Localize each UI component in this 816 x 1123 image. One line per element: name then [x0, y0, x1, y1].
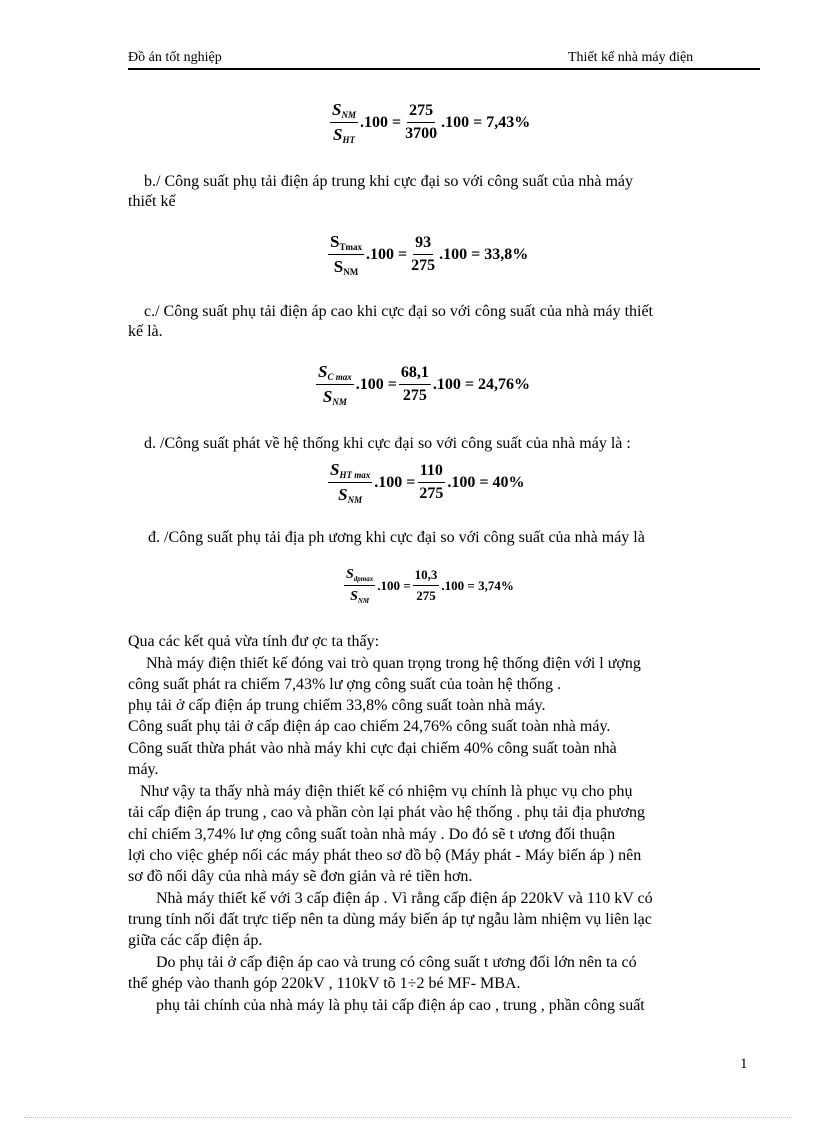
- text-line-4: phụ tải ở cấp điện áp trung chiếm 33,8% công suất toàn nhà máy.: [128, 697, 546, 714]
- para-b-line1: b./ Công suất phụ tải điện áp trung khi cực đại so với công suất của nhà máy: [144, 173, 634, 190]
- para-d: d. /Công suất phát về hệ thống khi cực đại so với công suất của nhà máy là :: [144, 435, 631, 452]
- formula-3-result: .100 = 24,76%: [432, 375, 530, 393]
- text-line-18: phụ tải chính của nhà máy là phụ tải cấp điện áp cao , trung , phần công suất: [156, 997, 645, 1014]
- formula-5-den-symbol: $S_{NM}$: [350, 589, 370, 605]
- text-line-5: Công suất phụ tải ở cấp điện áp cao chiếm 24,76% công suất toàn nhà máy.: [128, 718, 611, 735]
- formula-5-result: .100 = 3,74%: [441, 577, 514, 593]
- formula-5-num-symbol: $S_{dpmax}$: [346, 567, 374, 583]
- formula-3-den-symbol: $S_{NM}$: [322, 387, 347, 407]
- formula-5-mult: .100 =: [377, 577, 411, 593]
- formula-4-values: $\frac{110}{275}$: [419, 462, 444, 502]
- formula-2-mult: .100 =: [365, 245, 408, 263]
- text-line-12: sơ đồ nối dây của nhà máy sẽ đơn giản và rẻ tiền hơn.: [128, 868, 473, 885]
- formula-1-values: $\frac{275}{3700}$: [405, 102, 438, 142]
- formula-4-num-symbol: $S_{HT max}$: [330, 460, 371, 480]
- para-c-line2: kế là.: [128, 323, 163, 340]
- formula-1-num-symbol: $S_{NM}$: [332, 100, 356, 120]
- text-line-17: thể ghép vào thanh góp 220kV , 110kV tõ 1÷2 bé MF- MBA.: [128, 975, 521, 992]
- header-right: Thiết kế nhà máy điện: [568, 50, 694, 65]
- text-line-9: tải cấp điện áp trung , cao và phần còn lại phát vào hệ thống . phụ tải địa phương: [128, 804, 645, 821]
- page-number: 1: [740, 1056, 748, 1072]
- formula-1-ratio: [330, 100, 358, 145]
- text-line-14: trung tính nối đất trực tiếp nên ta dùng máy biến áp tự ngẫu làm nhiệm vụ liên lạc: [128, 911, 652, 928]
- text-line-1: Qua các kết quả vừa tính đư ợc ta thấy:: [128, 633, 380, 650]
- para-b-line2: thiết kế: [128, 193, 176, 210]
- formula-3-values: $\frac{68,1}{275}$: [400, 364, 429, 404]
- formula-2-num-symbol: $S_{Tmax}$: [330, 232, 362, 252]
- text-line-16: Do phụ tải ở cấp điện áp cao và trung có công suất t ương đối lớn nên ta có: [156, 954, 637, 971]
- text-line-11: lợi cho việc ghép nối các máy phát theo sơ đồ bộ (Máy phát - Máy biến áp ) nên: [128, 847, 642, 864]
- formula-3: [316, 362, 532, 407]
- formula-1-mult: .100 =: [359, 113, 402, 131]
- formula-2-values: $\frac{93}{275}$: [411, 234, 436, 274]
- text-line-7: máy.: [128, 761, 159, 778]
- header-rule: [128, 68, 760, 70]
- para-dd: đ. /Công suất phụ tải địa ph ương khi cực đại so với công suất của nhà máy là: [148, 529, 645, 546]
- formula-4: [328, 460, 526, 505]
- formula-4-mult: .100 =: [374, 473, 416, 491]
- text-line-3: công suất phát ra chiếm 7,43% lư ợng công suất của toàn hệ thống .: [128, 676, 562, 693]
- formula-5-ratio: [344, 566, 375, 605]
- formula-3-num-symbol: $S_{C max}$: [318, 362, 352, 382]
- formula-4-den-symbol: $S_{NM}$: [338, 485, 363, 505]
- text-line-13: Nhà máy thiết kế với 3 cấp điện áp . Vì rằng cấp điện áp 220kV và 110 kV có: [156, 890, 653, 907]
- formula-2-den-symbol: $S_{NM}$: [333, 257, 359, 277]
- formula-2-result: .100 = 33,8%: [439, 245, 529, 263]
- text-line-15: giữa các cấp điện áp.: [128, 932, 263, 949]
- formula-2-ratio: [328, 232, 364, 277]
- text-line-6: Công suất thừa phát vào nhà máy khi cực đại chiếm 40% công suất toàn nhà: [128, 740, 617, 757]
- formula-1-result: .100 = 7,43%: [441, 113, 531, 131]
- header-left: Đồ án tốt nghiệp: [128, 50, 222, 65]
- formula-4-ratio: [328, 460, 372, 505]
- formula-3-ratio: [316, 362, 354, 407]
- page-bottom-edge: [24, 1117, 792, 1118]
- para-c-line1: c./ Công suất phụ tải điện áp cao khi cực đại so với công suất của nhà máy thiết: [144, 303, 653, 320]
- formula-4-result: .100 = 40%: [447, 473, 525, 491]
- text-line-2: Nhà máy điện thiết kế đóng vai trò quan trọng trong hệ thống điện với l ượng: [146, 655, 641, 672]
- formula-2: [328, 232, 530, 277]
- formula-1: [330, 100, 532, 145]
- text-line-8: Như vậy ta thấy nhà máy điện thiết kế có nhiệm vụ chính là phục vụ cho phụ: [140, 783, 633, 800]
- formula-1-den-symbol: $S_{HT}$: [333, 125, 355, 145]
- formula-5: [344, 566, 516, 605]
- formula-3-mult: .100 =: [355, 375, 397, 393]
- text-line-10: chỉ chiếm 3,74% lư ợng công suất toàn nhà máy . Do đó sẽ t ương đối thuận: [128, 826, 616, 843]
- formula-5-values: $\frac{10,3}{275}$: [414, 567, 438, 603]
